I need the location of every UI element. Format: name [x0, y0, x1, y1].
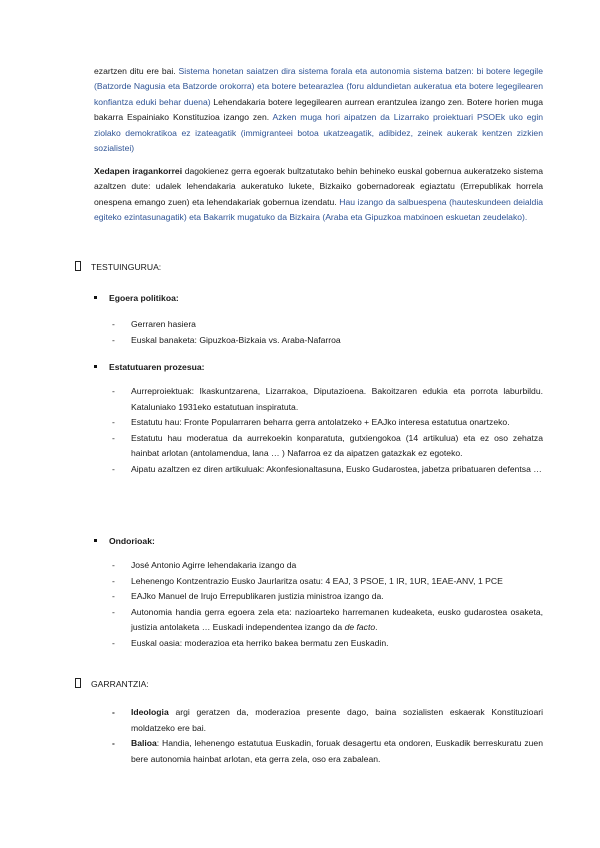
bullet-icon [94, 365, 97, 368]
subsection-estatutuaren-prozesua [94, 361, 205, 373]
p2-bold-term: Xedapen iragankorrei [94, 166, 183, 176]
item-label: Balioa [131, 738, 157, 748]
paragraph-transitional [94, 164, 543, 226]
list-item: - Aipatu azaltzen ez diren artikuluak: Akonfesionaltasuna, Eusko Gudarostea, jabetza pribatuaren defentsa … [112, 462, 543, 478]
list-egoera-politikoa [112, 317, 543, 348]
bullet-icon [94, 296, 97, 299]
p1-highlight-b: Sistema honetan saiatzen dira sistema forala eta autonomia sistema batzen: bi botere legegile (Batzorde Nagusia eta Batzorde orokorra) eta botere betearazlea (foru aldundietan aukeratua eta botere legegilearen konfiantza eduki behar duena) [94, 66, 543, 107]
item-text: Autonomia handia gerra egoera zela eta: nazioarteko harremanen kudeaketa, eusko gudarostea osaketa, justizia antolaketa … Euskadi independentea izango da [131, 606, 543, 632]
p1-text-a: ezartzen ditu ere bai. [94, 66, 179, 76]
checkbox-square-icon [75, 261, 81, 271]
checkbox-square-icon [75, 678, 81, 688]
list-item: - Aurreproiektuak: Ikaskuntzarena, Lizarrakoa, Diputazioena. Bakoitzaren edukia eta porrota laburbildu. Kataluniako 1931eko estatutuan inspiratuta. [112, 384, 543, 415]
section2-title: GARRANTZIA: [91, 679, 149, 689]
item-label: Ideologia [131, 707, 169, 717]
bullet-icon [94, 539, 97, 542]
subsection-ondorioak [94, 535, 155, 547]
sub-title: Egoera politikoa: [109, 293, 179, 303]
sub-title: Estatutuaren prozesua: [109, 362, 205, 372]
paragraph-statute-system [94, 64, 543, 156]
section1-title: TESTUINGURUA: [91, 262, 162, 272]
section-heading-garrantzia [75, 678, 149, 690]
section-heading-testuingurua [75, 261, 161, 273]
list-item: - EAJko Manuel de Irujo Errepublikaren justizia ministroa izango da. [112, 589, 543, 605]
list-item: - Estatutu hau moderatua da aurrekoekin konparatuta, gutxiengokoa (14 artikulua) eta ez oso zehatza hainbat arlotan (antolamendua, lana … ) Nafarroa ez da aipatzen gatazkak ez egoteko. [112, 431, 543, 462]
list-item: - Euskal oasia: moderazioa eta herriko bakea bermatu zen Euskadin. [112, 636, 543, 652]
list-garrantzia [112, 705, 543, 767]
item-end: . [375, 622, 378, 632]
item-text: argi geratzen da, moderazioa presente dago, baina sozialisten eskaerak Konstituzioari moldatzeko ere bai. [131, 707, 543, 733]
p1-highlight-d: Azken muga hori aipatzen da Lizarrako proiektuari PSOEk uko egin ziolako demokratikoa ez izateagatik (immigranteei botoa ukatzeagatik, adibidez, zeinek aukerak kentzen zizkien sozialistei) [94, 112, 544, 154]
list-item: - José Antonio Agirre lehendakaria izango da [112, 558, 543, 574]
list-item [112, 605, 543, 636]
list-item: - Gerraren hasiera [112, 317, 543, 333]
item-text: : Handia, lehenengo estatutua Euskadin, foruak desagertu eta ondoren, Euskadik berreskuratu zuen bere autonomia hainbat arlotan, eta gerra zela, oso era zabalean. [131, 738, 543, 764]
list-item: - Estatutu hau: Fronte Popularraren beharra gerra antolatzeko + EAJko interesa estatutua onartzeko. [112, 415, 543, 431]
list-item: - Euskal banaketa: Gipuzkoa-Bizkaia vs. Araba-Nafarroa [112, 333, 543, 349]
list-item [112, 705, 543, 736]
p2-text-b: dagokienez gerra egoerak bultzatutako behin behineko euskal gobernua aukeratzeko sistema azaltzen dute: udalek lehendakaria aukeratuko lukete, Bizkaiko gobernadoreak egiaztatu (Errepublikak horrela onespena emango zuen) eta lehendakariak gobernua izendatu. [94, 166, 543, 207]
p1-text-c: Lehendakaria botere legegilearen aurrean erantzulea izango zen. Botere horien muga bakarra Espainiako Konstituzioa izango zen. [94, 96, 543, 123]
list-item: - Lehenengo Kontzentrazio Eusko Jaurlaritza osatu: 4 EAJ, 3 PSOE, 1 IR, 1UR, 1EAE-ANV, 1 PCE [112, 574, 543, 590]
subsection-egoera-politikoa [94, 292, 179, 304]
item-italic: de facto [344, 622, 376, 632]
list-ondorioak [112, 558, 543, 651]
p2-highlight-c: Hau izango da salbuespena (hauteskundeen deialdia egiteko ezintasunagatik) eta Bakarrik mugatuko da Bizkaira (Araba eta Gipuzkoa matxinoen eskuetan zeudelako). [94, 196, 544, 223]
list-item [112, 736, 543, 767]
list-estatutuaren-prozesua [112, 384, 543, 477]
sub-title: Ondorioak: [109, 536, 155, 546]
